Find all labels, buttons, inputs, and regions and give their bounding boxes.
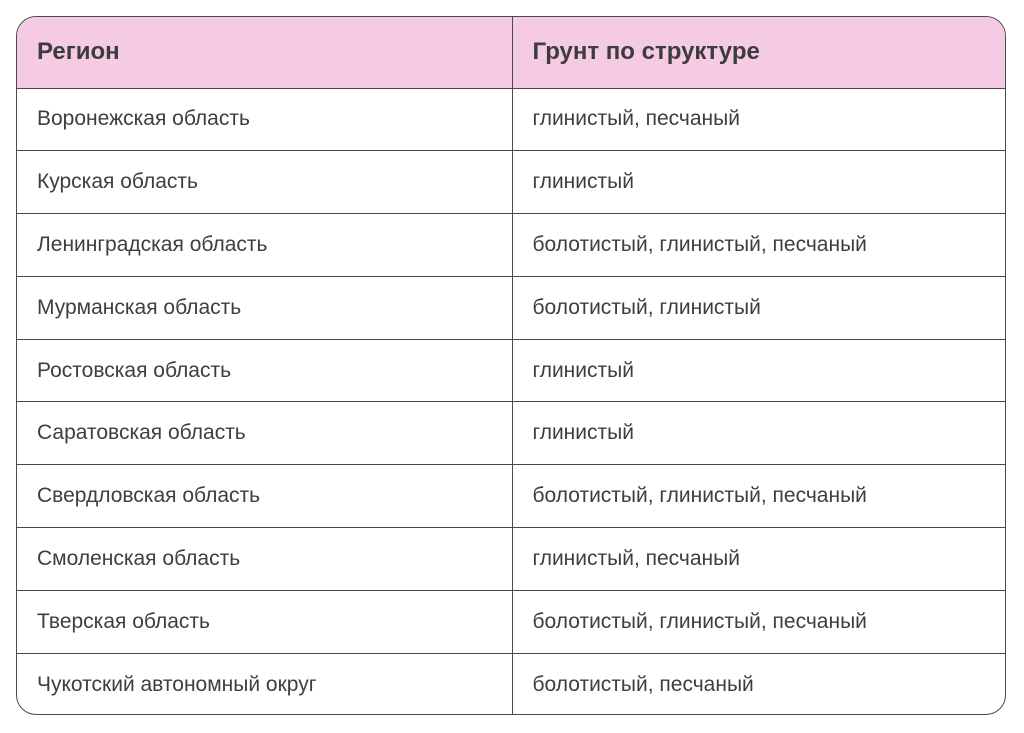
column-header-region: Регион: [17, 17, 512, 88]
region-cell: Смоленская область: [17, 528, 512, 591]
soil-cell: болотистый, глинистый: [512, 276, 1005, 339]
soil-cell: глинистый: [512, 339, 1005, 402]
table-row: [17, 465, 1005, 528]
region-cell: Воронежская область: [17, 88, 512, 151]
region-cell: Ростовская область: [17, 339, 512, 402]
region-cell: Свердловская область: [17, 465, 512, 528]
soil-cell: болотистый, глинистый, песчаный: [512, 590, 1005, 653]
header-row: [17, 17, 1005, 88]
table-row: [17, 88, 1005, 151]
region-cell: Курская область: [17, 151, 512, 214]
soil-cell: глинистый, песчаный: [512, 88, 1005, 151]
region-cell: Саратовская область: [17, 402, 512, 465]
region-cell: Тверская область: [17, 590, 512, 653]
soil-table-container: [16, 16, 1006, 715]
table-row: [17, 339, 1005, 402]
soil-cell: глинистый: [512, 151, 1005, 214]
soil-cell: болотистый, песчаный: [532, 672, 754, 696]
table-row: [17, 276, 1005, 339]
table-row: [17, 151, 1005, 214]
region-cell: Ленинградская область: [17, 214, 512, 277]
table-row: [17, 528, 1005, 591]
region-cell: Чукотский автономный округ: [17, 653, 512, 715]
table-row: [17, 653, 1005, 715]
table-header: [17, 17, 1005, 88]
soil-cell: болотистый, глинистый, песчаный: [512, 465, 1005, 528]
soil-cell: болотистый, глинистый, песчаный: [512, 214, 1005, 277]
table-row: [17, 214, 1005, 277]
table-row: [17, 590, 1005, 653]
table-body: [17, 88, 1005, 715]
soil-cell: глинистый: [512, 402, 1005, 465]
column-header-soil-structure: Грунт по структуре: [512, 17, 1005, 88]
table-row: [17, 402, 1005, 465]
soil-table: [17, 17, 1005, 715]
region-cell: Мурманская область: [17, 276, 512, 339]
soil-cell: глинистый, песчаный: [512, 528, 1005, 591]
